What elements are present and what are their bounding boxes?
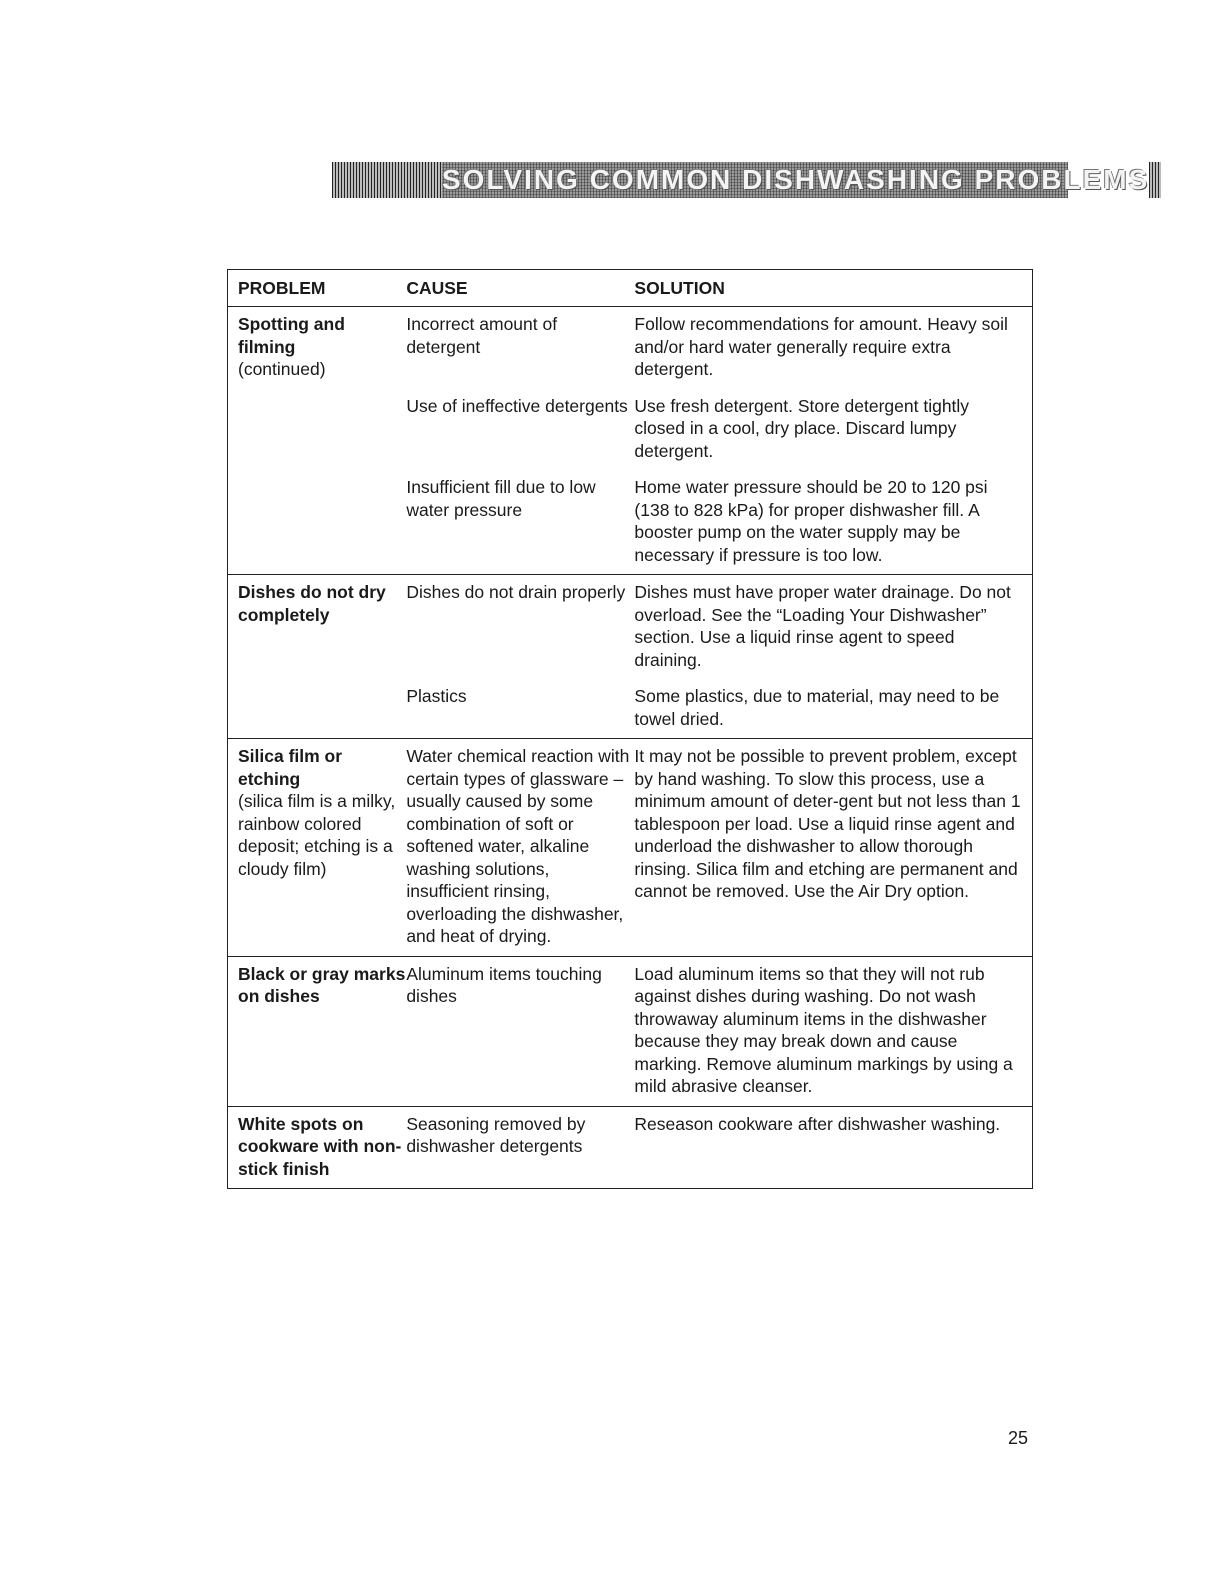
solution-cell: Some plastics, due to material, may need to be towel dried. xyxy=(634,679,1032,739)
problem-cell xyxy=(228,307,407,389)
solution-cell: Reseason cookware after dishwasher washing. xyxy=(634,1113,1001,1134)
header-solution: SOLUTION xyxy=(634,270,1032,307)
table-row xyxy=(228,307,1033,389)
problem-cell xyxy=(228,389,407,471)
solution-cell: Follow recommendations for amount. Heavy soil and/or hard water generally require extra detergent. xyxy=(634,314,1008,379)
problem-title: White spots on cookware with non-stick finish xyxy=(238,1113,402,1179)
problem-cell xyxy=(228,575,407,680)
section-title: SOLVING COMMON DISHWASHING PROBLEMS xyxy=(442,164,1150,195)
problem-cell xyxy=(228,739,407,957)
banner-stripe-decoration-end xyxy=(1149,162,1161,198)
table-row xyxy=(228,679,1033,739)
header-cause: CAUSE xyxy=(406,270,634,307)
problem-title: Spotting and filming xyxy=(238,314,345,357)
problem-cell xyxy=(228,679,407,739)
section-banner xyxy=(332,162,1150,198)
table-row xyxy=(228,575,1033,680)
header-problem: PROBLEM xyxy=(228,270,407,307)
table-row xyxy=(228,1106,1033,1189)
solution-cell: Dishes must have proper water drainage. Do not overload. See the “Loading Your Dishwasher” section. Use a liquid rinse agent to speed draining. xyxy=(634,582,1011,670)
page-number: 25 xyxy=(1008,1428,1029,1448)
problem-note: (continued) xyxy=(238,359,326,379)
table-row xyxy=(228,389,1033,471)
cause-cell: Use of ineffective detergents xyxy=(406,395,628,416)
table-row xyxy=(228,470,1033,575)
solution-cell: Use fresh detergent. Store detergent tightly closed in a cool, dry place. Discard lumpy detergent. xyxy=(634,395,970,461)
table-row xyxy=(228,956,1033,1106)
cause-cell: Aluminum items touching dishes xyxy=(406,956,634,1106)
problem-cell xyxy=(228,956,407,1106)
banner-stripe-decoration xyxy=(332,162,442,198)
problem-cell xyxy=(228,470,407,575)
cause-cell: Plastics xyxy=(406,679,634,739)
problem-note: (silica film is a milky, rainbow colored deposit; etching is a cloudy film) xyxy=(238,791,396,879)
cause-cell: Incorrect amount of detergent xyxy=(406,314,558,357)
solution-cell: Home water pressure should be 20 to 120 psi (138 to 828 kPa) for proper dishwasher fill. A booster pump on the water supply may be necessary if pressure is too low. xyxy=(634,470,1032,575)
cause-cell: Dishes do not drain properly xyxy=(406,582,626,602)
solution-cell: It may not be possible to prevent problem, except by hand washing. To slow this process, use a minimum amount of deter-gent but not less than 1 tablespoon per load. Use a liquid rinse agent and underload the dishwasher to allow thorough rinsing. Silica film and etching are permanent and cannot be removed. Use the Air Dry option. xyxy=(634,739,1032,957)
cause-cell: Water chemical reaction with certain types of glassware – usually caused by some combination of soft or softened water, alkaline washing solutions, insufficient rinsing, overloading the dishwasher, and heat of drying. xyxy=(406,739,634,957)
table-row xyxy=(228,739,1033,957)
problem-cell xyxy=(228,1106,407,1189)
troubleshooting-table xyxy=(227,269,1033,1189)
problem-title: Dishes do not dry completely xyxy=(238,582,386,625)
problem-title: Black or gray marks on dishes xyxy=(238,963,406,1006)
problem-title: Silica film or etching xyxy=(238,746,343,789)
cause-cell: Seasoning removed by dishwasher detergents xyxy=(406,1113,586,1156)
table-header-row xyxy=(228,270,1033,307)
cause-cell: Insufficient fill due to low water pressure xyxy=(406,470,634,575)
solution-cell: Load aluminum items so that they will not rub against dishes during washing. Do not wash throwaway aluminum items in the dishwasher because they may break down and cause marking. Remove aluminum markings by using a mild abrasive cleanser. xyxy=(634,956,1032,1106)
